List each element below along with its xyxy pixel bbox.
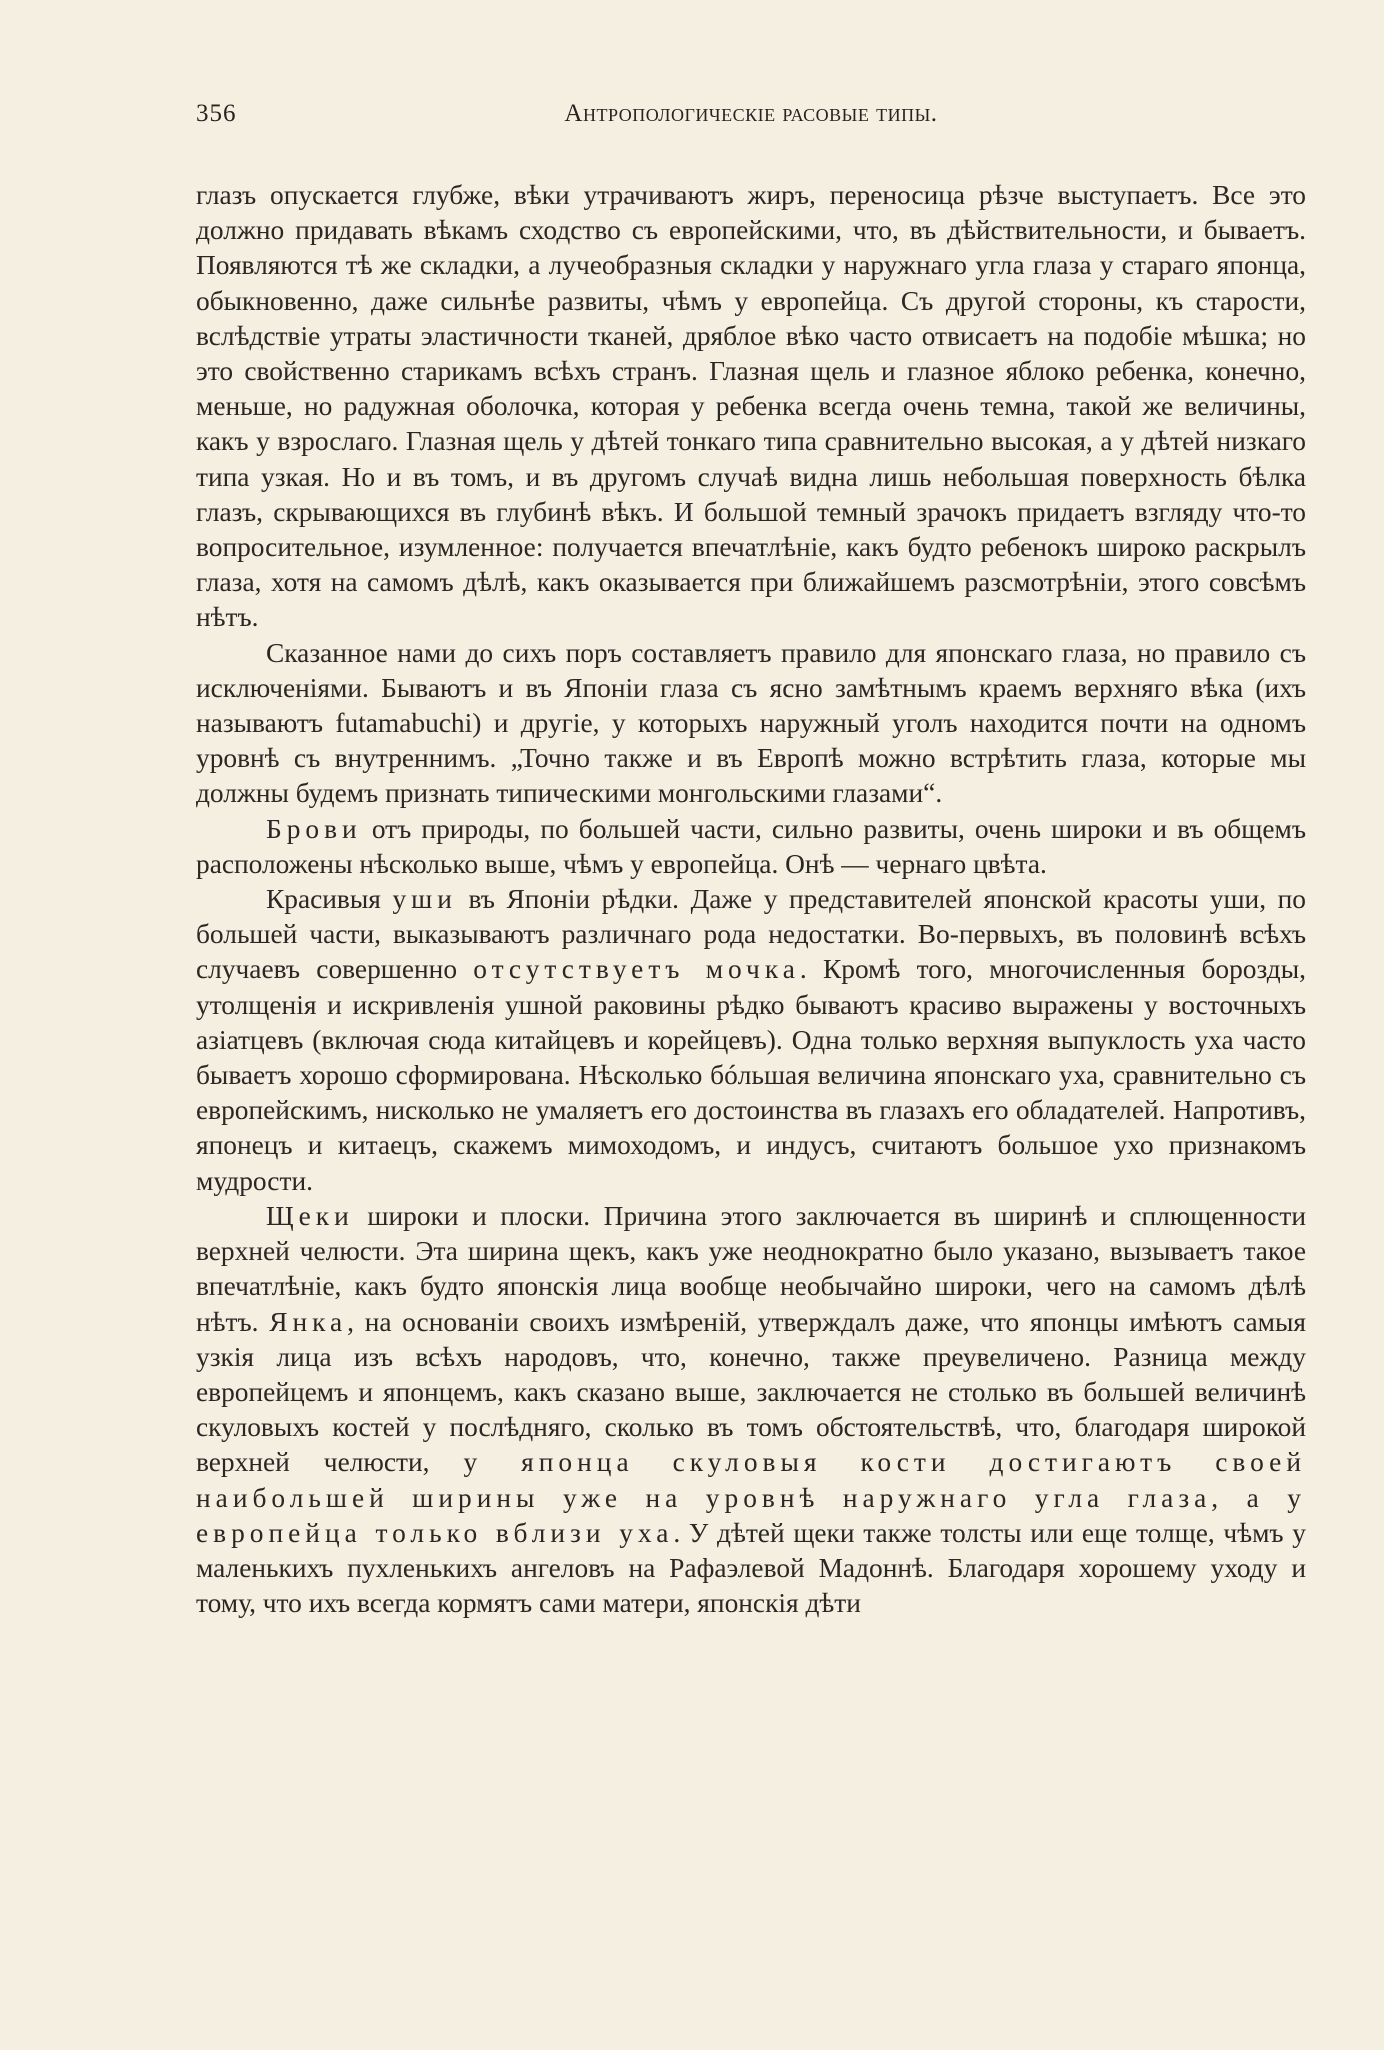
paragraph-text: Красивыя xyxy=(266,884,393,915)
body-text xyxy=(196,178,1306,1621)
spaced-emphasis: Янка xyxy=(269,1306,348,1337)
paragraph-text: . Кромѣ того, многочисленныя борозды, утолщенiя и искривленiя ушной раковины рѣдко бываютъ красиво выражены у восточныхъ азiатцевъ (включая сюда китайцевъ и корейцевъ). Одна только верхняя выпуклость уха часто бываетъ хорошо сформирована. Нѣсколько бóльшая величина японскаго уха, сравнительно съ европейскимъ, нисколько не умаляетъ его достоинства въ глазахъ его обладателей. Напротивъ, японецъ и китаецъ, скажемъ мимоходомъ, и индусъ, считаютъ большое ухо признакомъ мудрости. xyxy=(196,954,1306,1196)
paragraph-text: въ Японiи рѣдки. Даже у представителей японской красоты уши, по большей части, выказываютъ различнаго рода недостатки. Во-первыхъ, въ половинѣ всѣхъ случаевъ совершенно xyxy=(196,884,1306,985)
paragraph-eyebrows xyxy=(196,812,1306,882)
spaced-emphasis: у японца скуловыя кости достигаютъ своей наибольшей ширины уже на уровнѣ наружнаго угла глаза, а у европейца только вблизи уха xyxy=(196,1447,1307,1548)
paragraph-text: отъ природы, по большей части, сильно развиты, очень широки и въ общемъ расположены нѣсколько выше, чѣмъ у европейца. Онѣ — чернаго цвѣта. xyxy=(196,813,1306,879)
spaced-emphasis: Щеки xyxy=(266,1200,354,1231)
paragraph-eyes-continued xyxy=(196,178,1306,636)
paragraph-eye-rule xyxy=(196,636,1306,812)
paragraph-text: , на основанiи своихъ измѣренiй, утверждалъ даже, что японцы имѣютъ самыя узкiя лица изъ всѣхъ народовъ, что, конечно, также преувеличено. Разница между европейцемъ и японцемъ, какъ сказано выше, заключается не столько въ большей величинѣ скуловыхъ костей у послѣдняго, сколько въ томъ обстоятельствѣ, что, благодаря широкой верхней челюсти, xyxy=(196,1306,1306,1478)
paragraph-text: . У дѣтей щеки также толсты или еще толще, чѣмъ у маленькихъ пухленькихъ ангеловъ на Рафаэлевой Мадоннѣ. Благодаря хорошему уходу и тому, что ихъ всегда кормятъ сами матери, японскiя дѣти xyxy=(196,1517,1306,1619)
spaced-emphasis: уши xyxy=(392,884,457,915)
running-head xyxy=(196,100,1306,140)
paragraph-text: широки и плоски. Причина этого заключается въ ширинѣ и сплющенности верхней челюсти. Эта ширина щекъ, какъ уже неоднократно было указано, вызываетъ такое впечатлѣнiе, какъ будто японскiя лица вообще необычайно широки, чего на самомъ дѣлѣ нѣтъ. xyxy=(196,1200,1306,1337)
paragraph-cheeks xyxy=(196,1199,1306,1621)
spaced-emphasis: отсутствуетъ мочка xyxy=(473,954,800,985)
spaced-emphasis: Брови xyxy=(266,813,362,844)
running-title: Антропологическiе расовые типы. xyxy=(564,100,938,127)
paragraph-text: глазъ опускается глубже, вѣки утрачиваютъ жиръ, переносица рѣзче выступаетъ. Все это должно придавать вѣкамъ сходство съ европейскими, что, въ дѣйствительности, и бываетъ. Появляются тѣ же складки, а лучеобразныя складки у наружнаго угла глаза у стараго японца, обыкновенно, даже сильнѣе развиты, чѣмъ у европейца. Съ другой стороны, къ старости, вслѣдствiе утраты эластичности тканей, дряблое вѣко часто отвисаетъ на подобiе мѣшка; но это свойственно старикамъ всѣхъ странъ. Глазная щель и глазное яблоко ребенка, конечно, меньше, но радужная оболочка, которая у ребенка всегда очень темна, такой же величины, какъ у взрослаго. Глазная щель у дѣтей тонкаго типа сравнительно высокая, а у дѣтей низкаго типа узкая. Но и въ томъ, и въ другомъ случаѣ видна лишь небольшая поверхность бѣлка глазъ, скрывающихся въ глубинѣ вѣкъ. И большой темный зрачокъ придаетъ взгляду что-то вопросительное, изумленное: получается впечатлѣнiе, какъ будто ребенокъ широко раскрылъ глаза, хотя на самомъ дѣлѣ, какъ оказывается при ближайшемъ разсмотрѣнiи, этого совсѣмъ нѣтъ. xyxy=(196,180,1306,633)
paragraph-ears xyxy=(196,882,1306,1199)
page-number: 356 xyxy=(196,100,237,127)
paragraph-text: Сказанное нами до сихъ поръ составляетъ правило для японскаго глаза, но правило съ исключенiями. Бываютъ и въ Японiи глаза съ ясно замѣтнымъ краемъ верхняго вѣка (ихъ называютъ futamabuchi) и другiе, у которыхъ наружный уголъ находится почти на одномъ уровнѣ съ внутреннимъ. „Точно также и въ Европѣ можно встрѣтить глаза, которые мы должны будемъ признать типическими монгольскими глазами“. xyxy=(196,637,1306,809)
